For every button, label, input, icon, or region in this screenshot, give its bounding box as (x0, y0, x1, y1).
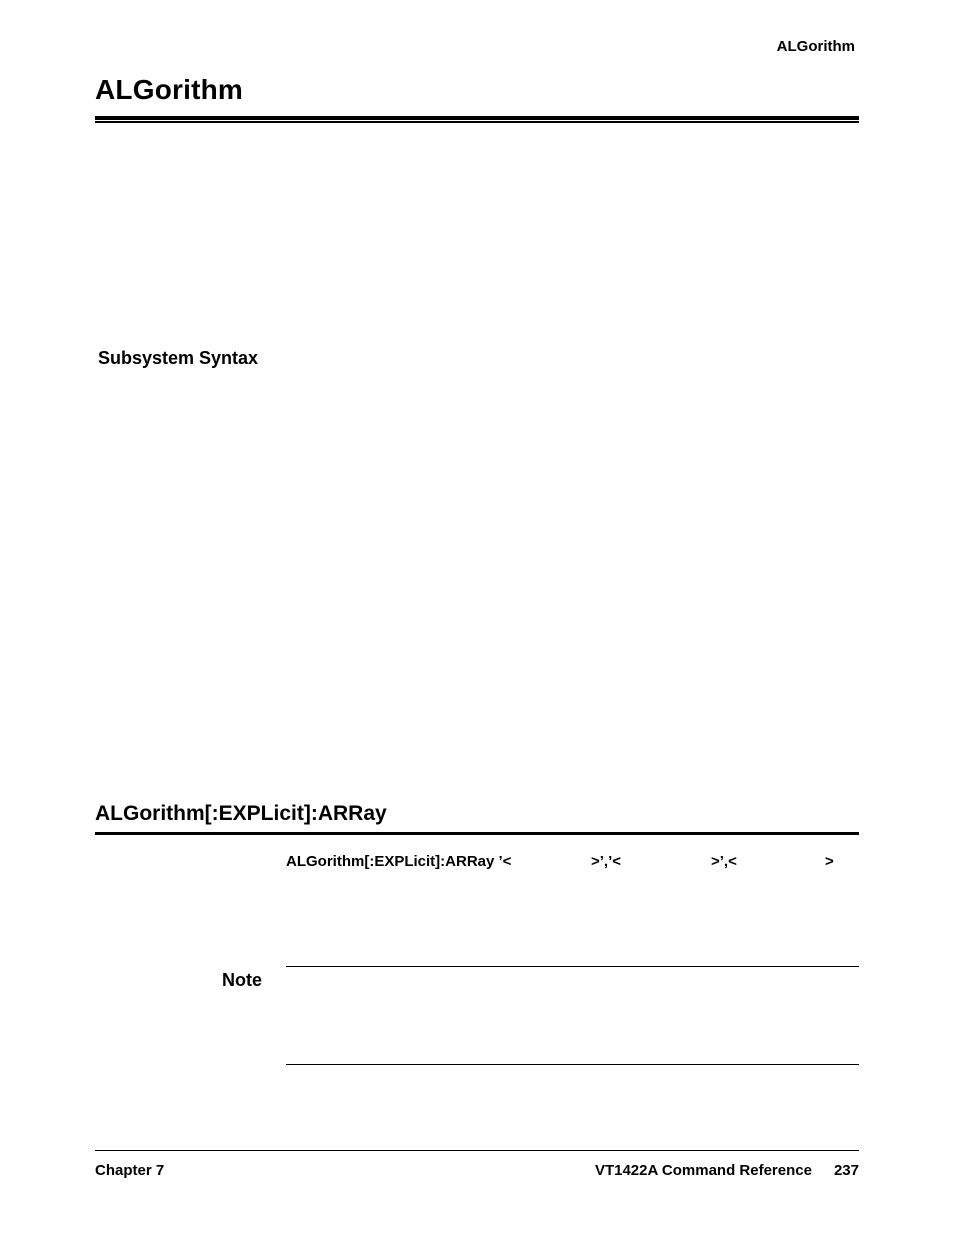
footer-chapter: Chapter 7 (95, 1162, 165, 1179)
running-head: ALGorithm (776, 38, 855, 55)
footer-reference-block (595, 1162, 859, 1179)
syntax-segment: ALGorithm[:EXPLicit]:ARRay ’< (286, 853, 512, 870)
title-rule-thin (95, 121, 859, 123)
note-label: Note (222, 970, 262, 990)
page-title: ALGorithm (95, 74, 244, 105)
syntax-segment: >’,< (711, 853, 737, 870)
syntax-segment: > (825, 853, 834, 870)
command-heading: ALGorithm[:EXPLicit]:ARRay (95, 802, 387, 825)
note-rule-bottom (286, 1064, 859, 1065)
page-number: 237 (833, 1162, 859, 1179)
title-rule-thick (95, 116, 859, 120)
command-syntax-line (286, 853, 859, 873)
note-rule-top (286, 966, 859, 967)
command-heading-rule (95, 832, 859, 835)
footer-reference: VT1422A Command Reference (594, 1162, 812, 1179)
syntax-segment: >’,’< (591, 853, 622, 870)
subsystem-syntax-heading: Subsystem Syntax (98, 348, 259, 368)
footer-rule (95, 1150, 859, 1151)
